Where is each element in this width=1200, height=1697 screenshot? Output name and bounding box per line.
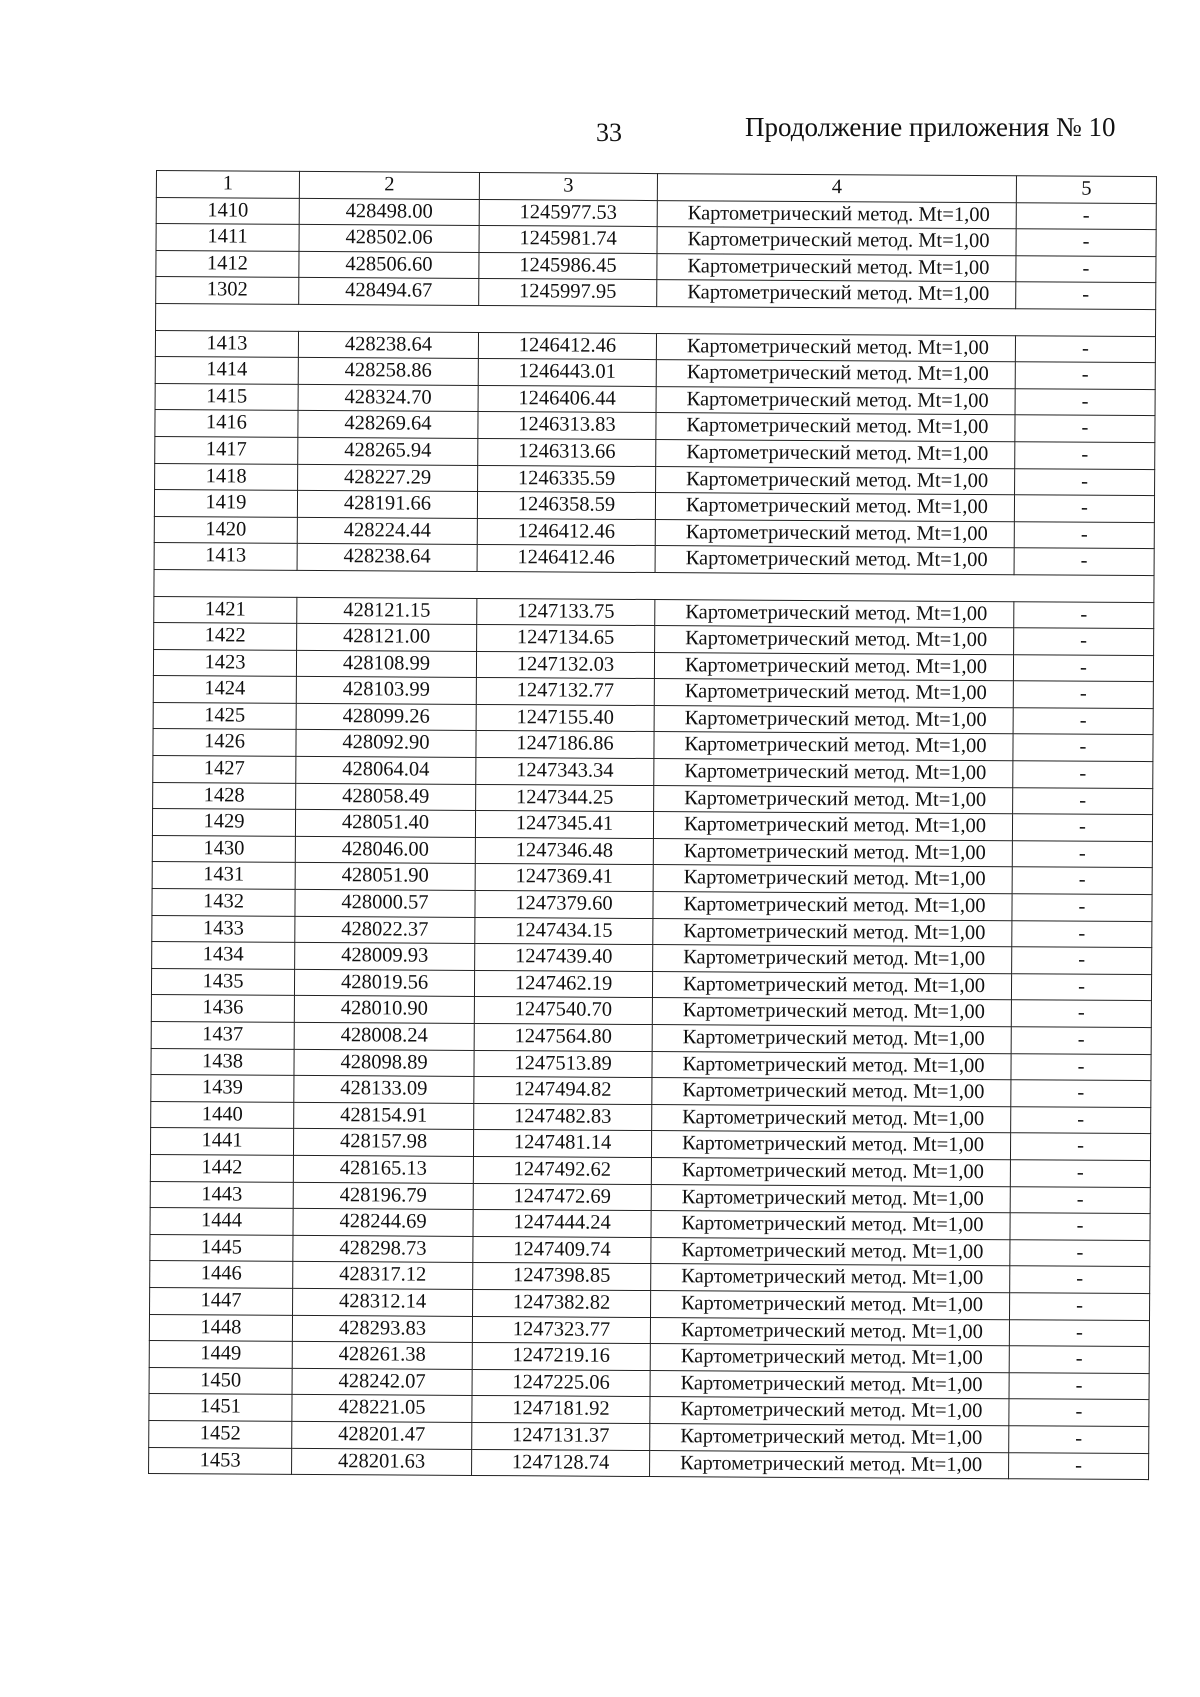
note-cell: - (1014, 521, 1154, 548)
point-number-cell: 1430 (152, 835, 295, 862)
method-cell: Картометрический метод. Mt=1,00 (656, 439, 1015, 468)
note-cell: - (1009, 1452, 1149, 1479)
note-cell: - (1012, 947, 1152, 974)
method-cell: Картометрический метод. Mt=1,00 (652, 1078, 1011, 1107)
method-cell: Картометрический метод. Mt=1,00 (652, 971, 1011, 1000)
note-cell: - (1009, 1372, 1149, 1399)
x-coordinate-cell: 428244.69 (293, 1209, 473, 1237)
x-coordinate-cell: 428121.00 (297, 623, 477, 651)
method-cell: Картометрический метод. Mt=1,00 (655, 546, 1014, 575)
note-cell: - (1012, 867, 1152, 894)
y-coordinate-cell: 1247462.19 (474, 970, 652, 998)
x-coordinate-cell: 428201.63 (292, 1448, 472, 1476)
method-cell: Картометрический метод. Mt=1,00 (655, 519, 1014, 548)
point-number-cell: 1441 (150, 1128, 293, 1155)
note-cell: - (1014, 495, 1154, 522)
y-coordinate-cell: 1247132.77 (476, 678, 654, 706)
method-cell: Картометрический метод. Mt=1,00 (651, 1211, 1010, 1240)
point-number-cell: 1420 (154, 516, 297, 543)
y-coordinate-cell: 1247344.25 (476, 784, 654, 812)
x-coordinate-cell: 428000.57 (295, 889, 475, 917)
method-cell: Картометрический метод. Mt=1,00 (653, 945, 1012, 974)
point-number-cell: 1302 (156, 277, 299, 304)
method-cell: Картометрический метод. Mt=1,00 (650, 1344, 1009, 1373)
x-coordinate-cell: 428201.47 (292, 1421, 472, 1449)
y-coordinate-cell: 1247439.40 (475, 944, 653, 972)
point-number-cell: 1419 (154, 490, 297, 517)
note-cell: - (1009, 1293, 1149, 1320)
note-cell: - (1011, 1027, 1151, 1054)
x-coordinate-cell: 428019.56 (294, 969, 474, 997)
x-coordinate-cell: 428238.64 (297, 544, 477, 572)
point-number-cell: 1434 (152, 942, 295, 969)
point-number-cell: 1412 (156, 250, 299, 277)
note-cell: - (1009, 1319, 1149, 1346)
y-coordinate-cell: 1247131.37 (472, 1422, 650, 1450)
column-header-4: 4 (657, 174, 1016, 203)
note-cell: - (1011, 1000, 1151, 1027)
note-cell: - (1009, 1426, 1149, 1453)
x-coordinate-cell: 428502.06 (299, 225, 479, 253)
y-coordinate-cell: 1247346.48 (475, 837, 653, 865)
y-coordinate-cell: 1247444.24 (473, 1210, 651, 1238)
y-coordinate-cell: 1246358.59 (477, 492, 655, 520)
x-coordinate-cell: 428009.93 (295, 943, 475, 971)
note-cell: - (1015, 415, 1155, 442)
x-coordinate-cell: 428165.13 (293, 1155, 473, 1183)
method-cell: Картометрический метод. Mt=1,00 (655, 493, 1014, 522)
x-coordinate-cell: 428121.15 (297, 597, 477, 625)
method-cell: Картометрический метод. Mt=1,00 (652, 1051, 1011, 1080)
x-coordinate-cell: 428022.37 (295, 916, 475, 944)
y-coordinate-cell: 1247128.74 (472, 1449, 650, 1477)
point-number-cell: 1411 (156, 224, 299, 251)
method-cell: Картометрический метод. Mt=1,00 (656, 386, 1015, 415)
method-cell: Картометрический метод. Mt=1,00 (654, 732, 1013, 761)
method-cell: Картометрический метод. Mt=1,00 (650, 1450, 1009, 1479)
y-coordinate-cell: 1246406.44 (478, 385, 656, 413)
point-number-cell: 1445 (150, 1234, 293, 1261)
note-cell: - (1012, 894, 1152, 921)
method-cell: Картометрический метод. Mt=1,00 (651, 1131, 1010, 1160)
y-coordinate-cell: 1247472.69 (473, 1183, 651, 1211)
point-number-cell: 1425 (153, 702, 296, 729)
point-number-cell: 1427 (153, 756, 296, 783)
note-cell: - (1010, 1213, 1150, 1240)
point-number-cell: 1439 (151, 1075, 294, 1102)
point-number-cell: 1417 (155, 436, 298, 463)
point-number-cell: 1422 (154, 623, 297, 650)
y-coordinate-cell: 1247409.74 (473, 1236, 651, 1264)
note-cell: - (1013, 654, 1153, 681)
y-coordinate-cell: 1247492.62 (473, 1156, 651, 1184)
y-coordinate-cell: 1247133.75 (477, 598, 655, 626)
note-cell: - (1016, 282, 1156, 309)
method-cell: Картометрический метод. Mt=1,00 (650, 1423, 1009, 1452)
y-coordinate-cell: 1247513.89 (474, 1050, 652, 1078)
y-coordinate-cell: 1247181.92 (472, 1396, 650, 1424)
y-coordinate-cell: 1247343.34 (476, 758, 654, 786)
coordinates-table-wrapper (148, 170, 1156, 1480)
method-cell: Картометрический метод. Mt=1,00 (652, 1104, 1011, 1133)
point-number-cell: 1428 (153, 782, 296, 809)
note-cell: - (1013, 708, 1153, 735)
x-coordinate-cell: 428324.70 (298, 384, 478, 412)
point-number-cell: 1448 (149, 1314, 292, 1341)
x-coordinate-cell: 428298.73 (293, 1235, 473, 1263)
note-cell: - (1011, 1053, 1151, 1080)
y-coordinate-cell: 1246335.59 (478, 465, 656, 493)
column-header-1: 1 (156, 171, 299, 198)
point-number-cell: 1447 (150, 1287, 293, 1314)
table-row (149, 1447, 1149, 1480)
method-cell: Картометрический метод. Mt=1,00 (652, 1025, 1011, 1054)
point-number-cell: 1440 (151, 1101, 294, 1128)
x-coordinate-cell: 428498.00 (299, 198, 479, 226)
note-cell: - (1010, 1133, 1150, 1160)
note-cell: - (1013, 681, 1153, 708)
column-header-2: 2 (299, 171, 479, 199)
x-coordinate-cell: 428099.26 (296, 703, 476, 731)
note-cell: - (1012, 841, 1152, 868)
x-coordinate-cell: 428265.94 (298, 437, 478, 465)
x-coordinate-cell: 428317.12 (293, 1262, 473, 1290)
table-body (149, 197, 1157, 1480)
x-coordinate-cell: 428010.90 (294, 996, 474, 1024)
x-coordinate-cell: 428133.09 (294, 1076, 474, 1104)
y-coordinate-cell: 1246412.46 (477, 545, 655, 573)
method-cell: Картометрический метод. Mt=1,00 (654, 759, 1013, 788)
y-coordinate-cell: 1247434.15 (475, 917, 653, 945)
point-number-cell: 1414 (155, 357, 298, 384)
y-coordinate-cell: 1245981.74 (479, 226, 657, 254)
note-cell: - (1010, 1186, 1150, 1213)
y-coordinate-cell: 1247323.77 (472, 1316, 650, 1344)
y-coordinate-cell: 1246412.46 (477, 518, 655, 546)
note-cell: - (1015, 442, 1155, 469)
method-cell: Картометрический метод. Mt=1,00 (655, 599, 1014, 628)
y-coordinate-cell: 1247369.41 (475, 864, 653, 892)
method-cell: Картометрический метод. Mt=1,00 (654, 652, 1013, 681)
y-coordinate-cell: 1247564.80 (474, 1023, 652, 1051)
y-coordinate-cell: 1246313.83 (478, 412, 656, 440)
note-cell: - (1013, 761, 1153, 788)
point-number-cell: 1444 (150, 1208, 293, 1235)
y-coordinate-cell: 1246412.46 (478, 332, 656, 360)
method-cell: Картометрический метод. Mt=1,00 (651, 1237, 1010, 1266)
y-coordinate-cell: 1247132.03 (476, 651, 654, 679)
note-cell: - (1012, 920, 1152, 947)
point-number-cell: 1413 (154, 543, 297, 570)
note-cell: - (1013, 734, 1153, 761)
note-cell: - (1015, 389, 1155, 416)
y-coordinate-cell: 1247482.83 (474, 1103, 652, 1131)
method-cell: Картометрический метод. Mt=1,00 (650, 1370, 1009, 1399)
method-cell: Картометрический метод. Mt=1,00 (654, 705, 1013, 734)
y-coordinate-cell: 1247345.41 (475, 811, 653, 839)
note-cell: - (1013, 787, 1153, 814)
point-number-cell: 1426 (153, 729, 296, 756)
y-coordinate-cell: 1247382.82 (473, 1289, 651, 1317)
method-cell: Картометрический метод. Mt=1,00 (652, 998, 1011, 1027)
note-cell: - (1009, 1399, 1149, 1426)
y-coordinate-cell: 1247379.60 (475, 890, 653, 918)
point-number-cell: 1424 (153, 676, 296, 703)
x-coordinate-cell: 428092.90 (296, 730, 476, 758)
y-coordinate-cell: 1247186.86 (476, 731, 654, 759)
note-cell: - (1009, 1346, 1149, 1373)
method-cell: Картометрический метод. Mt=1,00 (653, 865, 1012, 894)
x-coordinate-cell: 428064.04 (296, 756, 476, 784)
column-header-5: 5 (1016, 176, 1156, 203)
y-coordinate-cell: 1247225.06 (472, 1369, 650, 1397)
point-number-cell: 1442 (150, 1154, 293, 1181)
note-cell: - (1014, 601, 1154, 628)
note-cell: - (1014, 548, 1154, 575)
y-coordinate-cell: 1247134.65 (477, 625, 655, 653)
method-cell: Картометрический метод. Mt=1,00 (651, 1264, 1010, 1293)
note-cell: - (1015, 468, 1155, 495)
note-cell: - (1015, 335, 1155, 362)
x-coordinate-cell: 428196.79 (293, 1182, 473, 1210)
y-coordinate-cell: 1246443.01 (478, 359, 656, 387)
x-coordinate-cell: 428154.91 (294, 1102, 474, 1130)
note-cell: - (1016, 229, 1156, 256)
method-cell: Картометрический метод. Mt=1,00 (655, 626, 1014, 655)
note-cell: - (1010, 1239, 1150, 1266)
point-number-cell: 1423 (153, 649, 296, 676)
method-cell: Картометрический метод. Mt=1,00 (657, 280, 1016, 309)
x-coordinate-cell: 428269.64 (298, 411, 478, 439)
y-coordinate-cell: 1247540.70 (474, 997, 652, 1025)
y-coordinate-cell: 1245986.45 (479, 252, 657, 280)
point-number-cell: 1453 (149, 1447, 292, 1474)
x-coordinate-cell: 428046.00 (295, 836, 475, 864)
method-cell: Картометрический метод. Mt=1,00 (656, 360, 1015, 389)
x-coordinate-cell: 428221.05 (292, 1395, 472, 1423)
method-cell: Картометрический метод. Mt=1,00 (653, 812, 1012, 841)
x-coordinate-cell: 428224.44 (297, 517, 477, 545)
point-number-cell: 1415 (155, 383, 298, 410)
x-coordinate-cell: 428103.99 (296, 677, 476, 705)
y-coordinate-cell: 1245997.95 (479, 279, 657, 307)
point-number-cell: 1450 (149, 1367, 292, 1394)
column-header-3: 3 (479, 172, 657, 200)
point-number-cell: 1446 (150, 1261, 293, 1288)
x-coordinate-cell: 428108.99 (296, 650, 476, 678)
y-coordinate-cell: 1247219.16 (472, 1343, 650, 1371)
point-number-cell: 1432 (152, 889, 295, 916)
method-cell: Картометрический метод. Mt=1,00 (651, 1184, 1010, 1213)
note-cell: - (1011, 974, 1151, 1001)
x-coordinate-cell: 428157.98 (293, 1129, 473, 1157)
note-cell: - (1011, 1080, 1151, 1107)
x-coordinate-cell: 428312.14 (293, 1288, 473, 1316)
page-number: 33 (596, 118, 622, 147)
note-cell: - (1010, 1266, 1150, 1293)
note-cell: - (1016, 202, 1156, 229)
note-cell: - (1011, 1107, 1151, 1134)
point-number-cell: 1410 (156, 197, 299, 224)
y-coordinate-cell: 1246313.66 (478, 438, 656, 466)
method-cell: Картометрический метод. Mt=1,00 (651, 1158, 1010, 1187)
x-coordinate-cell: 428227.29 (298, 464, 478, 492)
point-number-cell: 1431 (152, 862, 295, 889)
y-coordinate-cell: 1247155.40 (476, 704, 654, 732)
method-cell: Картометрический метод. Mt=1,00 (653, 838, 1012, 867)
coordinates-table (148, 170, 1157, 1480)
method-cell: Картометрический метод. Mt=1,00 (657, 253, 1016, 282)
point-number-cell: 1451 (149, 1394, 292, 1421)
method-cell: Картометрический метод. Mt=1,00 (654, 679, 1013, 708)
method-cell: Картометрический метод. Mt=1,00 (653, 918, 1012, 947)
point-number-cell: 1435 (151, 968, 294, 995)
method-cell: Картометрический метод. Mt=1,00 (650, 1317, 1009, 1346)
point-number-cell: 1416 (155, 410, 298, 437)
x-coordinate-cell: 428191.66 (297, 490, 477, 518)
point-number-cell: 1443 (150, 1181, 293, 1208)
method-cell: Картометрический метод. Mt=1,00 (657, 200, 1016, 229)
point-number-cell: 1437 (151, 1021, 294, 1048)
x-coordinate-cell: 428051.90 (295, 863, 475, 891)
method-cell: Картометрический метод. Mt=1,00 (651, 1290, 1010, 1319)
note-cell: - (1012, 814, 1152, 841)
x-coordinate-cell: 428008.24 (294, 1022, 474, 1050)
method-cell: Картометрический метод. Mt=1,00 (656, 466, 1015, 495)
x-coordinate-cell: 428098.89 (294, 1049, 474, 1077)
point-number-cell: 1429 (152, 809, 295, 836)
x-coordinate-cell: 428058.49 (296, 783, 476, 811)
note-cell: - (1010, 1160, 1150, 1187)
note-cell: - (1014, 628, 1154, 655)
x-coordinate-cell: 428238.64 (298, 331, 478, 359)
point-number-cell: 1413 (155, 330, 298, 357)
method-cell: Картометрический метод. Mt=1,00 (653, 892, 1012, 921)
y-coordinate-cell: 1245977.53 (479, 199, 657, 227)
point-number-cell: 1436 (151, 995, 294, 1022)
point-number-cell: 1438 (151, 1048, 294, 1075)
x-coordinate-cell: 428051.40 (295, 810, 475, 838)
point-number-cell: 1421 (154, 596, 297, 623)
y-coordinate-cell: 1247398.85 (473, 1263, 651, 1291)
x-coordinate-cell: 428494.67 (299, 278, 479, 306)
point-number-cell: 1433 (152, 915, 295, 942)
method-cell: Картометрический метод. Mt=1,00 (656, 333, 1015, 362)
note-cell: - (1015, 362, 1155, 389)
x-coordinate-cell: 428293.83 (292, 1315, 472, 1343)
y-coordinate-cell: 1247494.82 (474, 1077, 652, 1105)
note-cell: - (1016, 256, 1156, 283)
point-number-cell: 1449 (149, 1341, 292, 1368)
method-cell: Картометрический метод. Mt=1,00 (654, 785, 1013, 814)
method-cell: Картометрический метод. Mt=1,00 (656, 413, 1015, 442)
point-number-cell: 1452 (149, 1420, 292, 1447)
point-number-cell: 1418 (155, 463, 298, 490)
x-coordinate-cell: 428258.86 (298, 358, 478, 386)
method-cell: Картометрический метод. Mt=1,00 (650, 1397, 1009, 1426)
appendix-title: Продолжение приложения № 10 (745, 112, 1116, 142)
x-coordinate-cell: 428261.38 (292, 1341, 472, 1369)
x-coordinate-cell: 428242.07 (292, 1368, 472, 1396)
x-coordinate-cell: 428506.60 (299, 251, 479, 279)
y-coordinate-cell: 1247481.14 (473, 1130, 651, 1158)
method-cell: Картометрический метод. Mt=1,00 (657, 227, 1016, 256)
